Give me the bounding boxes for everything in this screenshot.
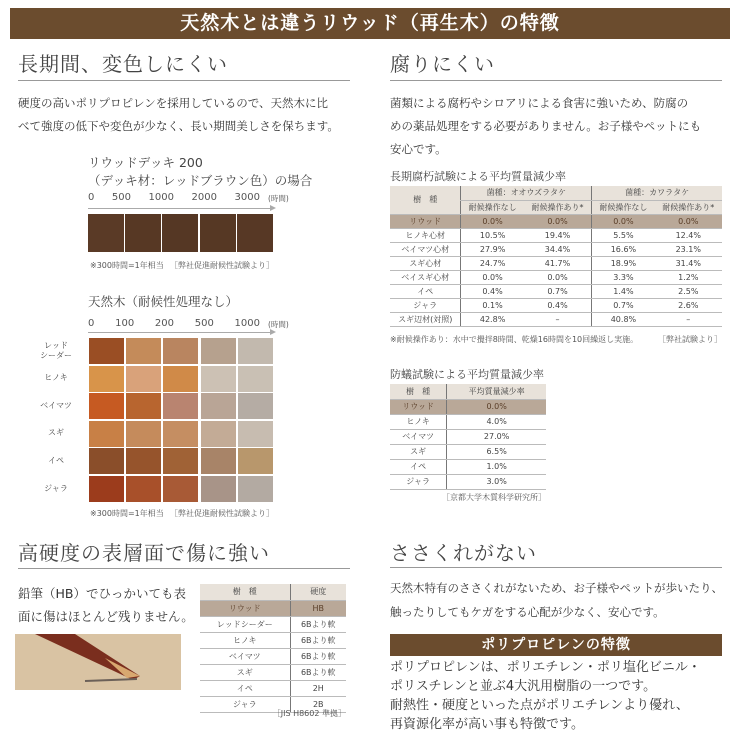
table-cell: 6Bより軟 (290, 648, 346, 664)
table-cell: 3.3% (592, 270, 655, 284)
scale-tick: 100 (115, 318, 135, 329)
table-cell: 1.2% (655, 270, 722, 284)
table-cell: 0.4% (524, 298, 592, 312)
table-cell: 10.5% (461, 228, 524, 242)
source: ［弊社促進耐候性試験より］ (170, 509, 274, 518)
wood-swatch (237, 392, 274, 420)
riwood-scale (88, 192, 260, 203)
divider (18, 568, 350, 569)
table-cell: 1.0% (447, 459, 546, 474)
wood-swatch (125, 365, 162, 393)
table-cell: 42.8% (461, 312, 524, 326)
header-row (200, 584, 346, 600)
table-cell: イペ (390, 284, 461, 298)
table-cell: 0.0% (461, 214, 524, 228)
pp-line: 耐熱性・硬度といった点がポリエチレンより優れ、 (390, 698, 689, 713)
table-cell: 6Bより軟 (290, 616, 346, 632)
scale-unit: (時間) (268, 320, 289, 329)
wood-swatch (88, 392, 125, 420)
pp-line: ポリスチレンと並ぶ4大汎用樹脂の一つです。 (390, 679, 657, 694)
wood-swatch (237, 475, 274, 503)
table-cell: 0.0% (592, 214, 655, 228)
wood-swatch (237, 365, 274, 393)
column-header: 樹 種 (390, 384, 447, 399)
natural-scale (88, 318, 260, 329)
table-cell: 19.4% (524, 228, 592, 242)
body-line: 菌類による腐朽やシロアリによる食害に強いため、防腐の (390, 96, 689, 110)
table-cell: 34.4% (524, 242, 592, 256)
table-row (390, 399, 546, 414)
table-cell: 0.0% (524, 214, 592, 228)
subheader: 耐候操作あり* (524, 200, 592, 214)
table-cell: 16.6% (592, 242, 655, 256)
table-cell: ヒノキ (390, 414, 447, 429)
column-header: 硬度 (290, 584, 346, 600)
wood-swatch (125, 420, 162, 448)
table-cell: 4.0% (447, 414, 546, 429)
table-row (390, 474, 546, 489)
wood-swatch (125, 337, 162, 365)
scale-tick: 500 (194, 318, 214, 329)
decay-table-title: 長期腐朽試験による平均質量減少率 (390, 170, 566, 183)
scale-tick: 200 (154, 318, 174, 329)
scale-tick: 0 (88, 318, 95, 329)
wood-swatch (125, 447, 162, 475)
table-row (390, 256, 722, 270)
wood-swatch (200, 475, 237, 503)
riwood-title: リウッドデッキ 200 (88, 155, 203, 170)
table-cell: 5.5% (592, 228, 655, 242)
body-line: 鉛筆（HB）でひっかいても表 (18, 586, 186, 601)
table-cell: 27.0% (447, 429, 546, 444)
table-cell: – (524, 312, 592, 326)
pencil-scratch-photo (15, 634, 181, 690)
wood-swatch (162, 365, 199, 393)
table-cell: HB (290, 600, 346, 616)
source: ［京都大学木質科学研究所］ (442, 493, 546, 502)
table-cell: レッドシーダー (200, 616, 290, 632)
header-row (390, 186, 722, 200)
natural-title: 天然木（耐候性処理なし） (88, 294, 239, 309)
decay-table (390, 186, 722, 327)
scale-tick: 500 (111, 192, 131, 203)
table-cell: 2.6% (655, 298, 722, 312)
heading-discoloration: 長期間、変色しにくい (18, 52, 228, 76)
table-cell: スギ心材 (390, 256, 461, 270)
table-cell: 0.0% (655, 214, 722, 228)
col-species: 樹 種 (390, 186, 461, 214)
subheader: 耐候操作なし (461, 200, 524, 214)
species-label: スギ (48, 428, 64, 438)
table-cell: 0.1% (461, 298, 524, 312)
table-row (390, 242, 722, 256)
species-label: ジャラ (44, 483, 68, 493)
table-row (390, 270, 722, 284)
source: ［JIS H8602 準拠］ (272, 709, 346, 718)
table-cell: 0.0% (461, 270, 524, 284)
table-cell: 40.8% (592, 312, 655, 326)
wood-swatch (200, 420, 237, 448)
heading-rot-resistance: 腐りにくい (390, 52, 495, 76)
body-line: 硬度の高いポリプロピレンを採用しているので、天然木に比 (18, 96, 328, 110)
color-swatch (162, 214, 198, 252)
wood-swatch (88, 447, 125, 475)
table-cell: リウッド (200, 600, 290, 616)
wood-swatch (88, 365, 125, 393)
wood-swatch (88, 420, 125, 448)
color-swatch (200, 214, 236, 252)
table-cell: ベイマツ (200, 648, 290, 664)
scale-tick: 2000 (191, 192, 217, 203)
scale-tick: 1000 (234, 318, 260, 329)
time-arrow (88, 208, 274, 209)
table-cell: 23.1% (655, 242, 722, 256)
wood-swatch (162, 475, 199, 503)
species-label: レッド シーダー (40, 340, 72, 360)
table-cell: – (655, 312, 722, 326)
wood-swatch (237, 337, 274, 365)
natural-swatch-grid (30, 337, 275, 503)
table-cell: 27.9% (461, 242, 524, 256)
table-cell: 0.0% (524, 270, 592, 284)
riwood-swatches (88, 214, 274, 252)
table-cell: 18.9% (592, 256, 655, 270)
scale-tick: 0 (88, 192, 95, 203)
table-cell: スギ辺材(対照) (390, 312, 461, 326)
table-cell: 6Bより軟 (290, 632, 346, 648)
table-row (390, 429, 546, 444)
time-arrow (88, 332, 274, 333)
table-cell: 24.7% (461, 256, 524, 270)
color-swatch (125, 214, 161, 252)
divider (18, 80, 350, 81)
table-row (200, 648, 346, 664)
pp-line: ポリプロピレンは、ポリエチレン・ポリ塩化ビニル・ (390, 660, 701, 675)
note: ※300時間=1年相当 (90, 261, 164, 270)
divider (390, 567, 722, 568)
header-row (390, 384, 546, 399)
table-cell: ベイマツ心材 (390, 242, 461, 256)
table-cell: 0.0% (447, 399, 546, 414)
heading-hardness: 高硬度の表層面で傷に強い (18, 541, 270, 565)
pp-line: 再資源化率が高い事も特徴です。 (390, 717, 584, 732)
table-cell: 12.4% (655, 228, 722, 242)
table-cell: イペ (390, 459, 447, 474)
wood-swatch (88, 337, 125, 365)
column-header: 平均質量減少率 (447, 384, 546, 399)
table-cell: 6Bより軟 (290, 664, 346, 680)
scale-tick: 1000 (148, 192, 174, 203)
scale-tick: 3000 (234, 192, 260, 203)
color-swatch (237, 214, 273, 252)
table-row (200, 680, 346, 696)
species-label: イペ (48, 455, 64, 465)
table-cell: リウッド (390, 214, 461, 228)
table-row (390, 312, 722, 326)
hardness-table (200, 584, 346, 713)
table-cell: ジャラ (390, 474, 447, 489)
termite-table-title: 防蟻試験による平均質量減少率 (390, 368, 544, 381)
table-row (390, 459, 546, 474)
table-cell: 2B (290, 696, 346, 712)
page-banner: 天然木とは違うリウッド（再生木）の特徴 (10, 8, 730, 39)
species-label: ヒノキ (44, 373, 68, 383)
table-cell: 0.7% (592, 298, 655, 312)
table-cell: ジャラ (200, 696, 290, 712)
heading-no-splinters: ささくれがない (390, 541, 537, 565)
group-header: 菌種：オオウズラタケ (461, 186, 592, 200)
body-line: 面に傷はほとんど残りません。 (18, 609, 194, 624)
table-cell: ベイマツ (390, 429, 447, 444)
body-line: 天然木特有のささくれがないため、お子様やペットが歩いたり、 (390, 581, 724, 595)
wood-swatch (200, 447, 237, 475)
species-label: ベイマツ (40, 400, 72, 410)
wood-swatch (162, 392, 199, 420)
table-cell: ヒノキ (200, 632, 290, 648)
wood-swatch (237, 447, 274, 475)
table-cell: ヒノキ心材 (390, 228, 461, 242)
wood-swatch (237, 420, 274, 448)
termite-table (390, 384, 546, 490)
wood-swatch (125, 475, 162, 503)
table-cell: スギ (390, 444, 447, 459)
wood-swatch (88, 475, 125, 503)
source: ［弊社試験より］ (658, 335, 722, 344)
table-cell: ジャラ (390, 298, 461, 312)
wood-swatch (162, 337, 199, 365)
table-cell: 3.0% (447, 474, 546, 489)
group-header: 菌種：カワラタケ (592, 186, 722, 200)
divider (390, 80, 722, 81)
body-line: 安心です。 (390, 142, 447, 156)
wood-swatch (200, 392, 237, 420)
body-line: 触ったりしてもケガをする心配が少なく、安心です。 (390, 605, 665, 619)
body-line: べて強度の低下や変色が少なく、長い期間美しさを保ちます。 (18, 119, 339, 133)
wood-swatch (125, 392, 162, 420)
table-row (390, 414, 546, 429)
wood-swatch (162, 447, 199, 475)
table-row (200, 600, 346, 616)
table-cell: リウッド (390, 399, 447, 414)
table-cell: 41.7% (524, 256, 592, 270)
table-cell: 31.4% (655, 256, 722, 270)
table-cell: 6.5% (447, 444, 546, 459)
color-swatch (88, 214, 124, 252)
table-row (390, 214, 722, 228)
footnote: ※耐候操作あり：水中で攪拌8時間、乾燥16時間を10回繰返し実施。 (390, 335, 639, 344)
wood-swatch (200, 365, 237, 393)
subheader: 耐候操作あり* (655, 200, 722, 214)
table-cell: 0.7% (524, 284, 592, 298)
source: ［弊社促進耐候性試験より］ (170, 261, 274, 270)
table-cell: 2.5% (655, 284, 722, 298)
table-row (390, 284, 722, 298)
table-cell: スギ (200, 664, 290, 680)
polypropylene-banner: ポリプロピレンの特徴 (390, 634, 722, 656)
table-cell: 0.4% (461, 284, 524, 298)
scale-unit: (時間) (268, 194, 289, 203)
subheader: 耐候操作なし (592, 200, 655, 214)
column-header: 樹 種 (200, 584, 290, 600)
table-row (390, 228, 722, 242)
table-cell: 2H (290, 680, 346, 696)
table-row (200, 632, 346, 648)
riwood-subtitle: （デッキ材：レッドブラウン色）の場合 (88, 173, 313, 188)
wood-swatch (162, 420, 199, 448)
table-row (200, 616, 346, 632)
table-row (200, 664, 346, 680)
table-cell: 1.4% (592, 284, 655, 298)
table-cell: ベイスギ心材 (390, 270, 461, 284)
body-line: めの薬品処理をする必要がありません。お子様やペットにも (390, 119, 702, 133)
note: ※300時間=1年相当 (90, 509, 164, 518)
table-row (390, 298, 722, 312)
wood-swatch (200, 337, 237, 365)
table-row (390, 444, 546, 459)
table-cell: イペ (200, 680, 290, 696)
